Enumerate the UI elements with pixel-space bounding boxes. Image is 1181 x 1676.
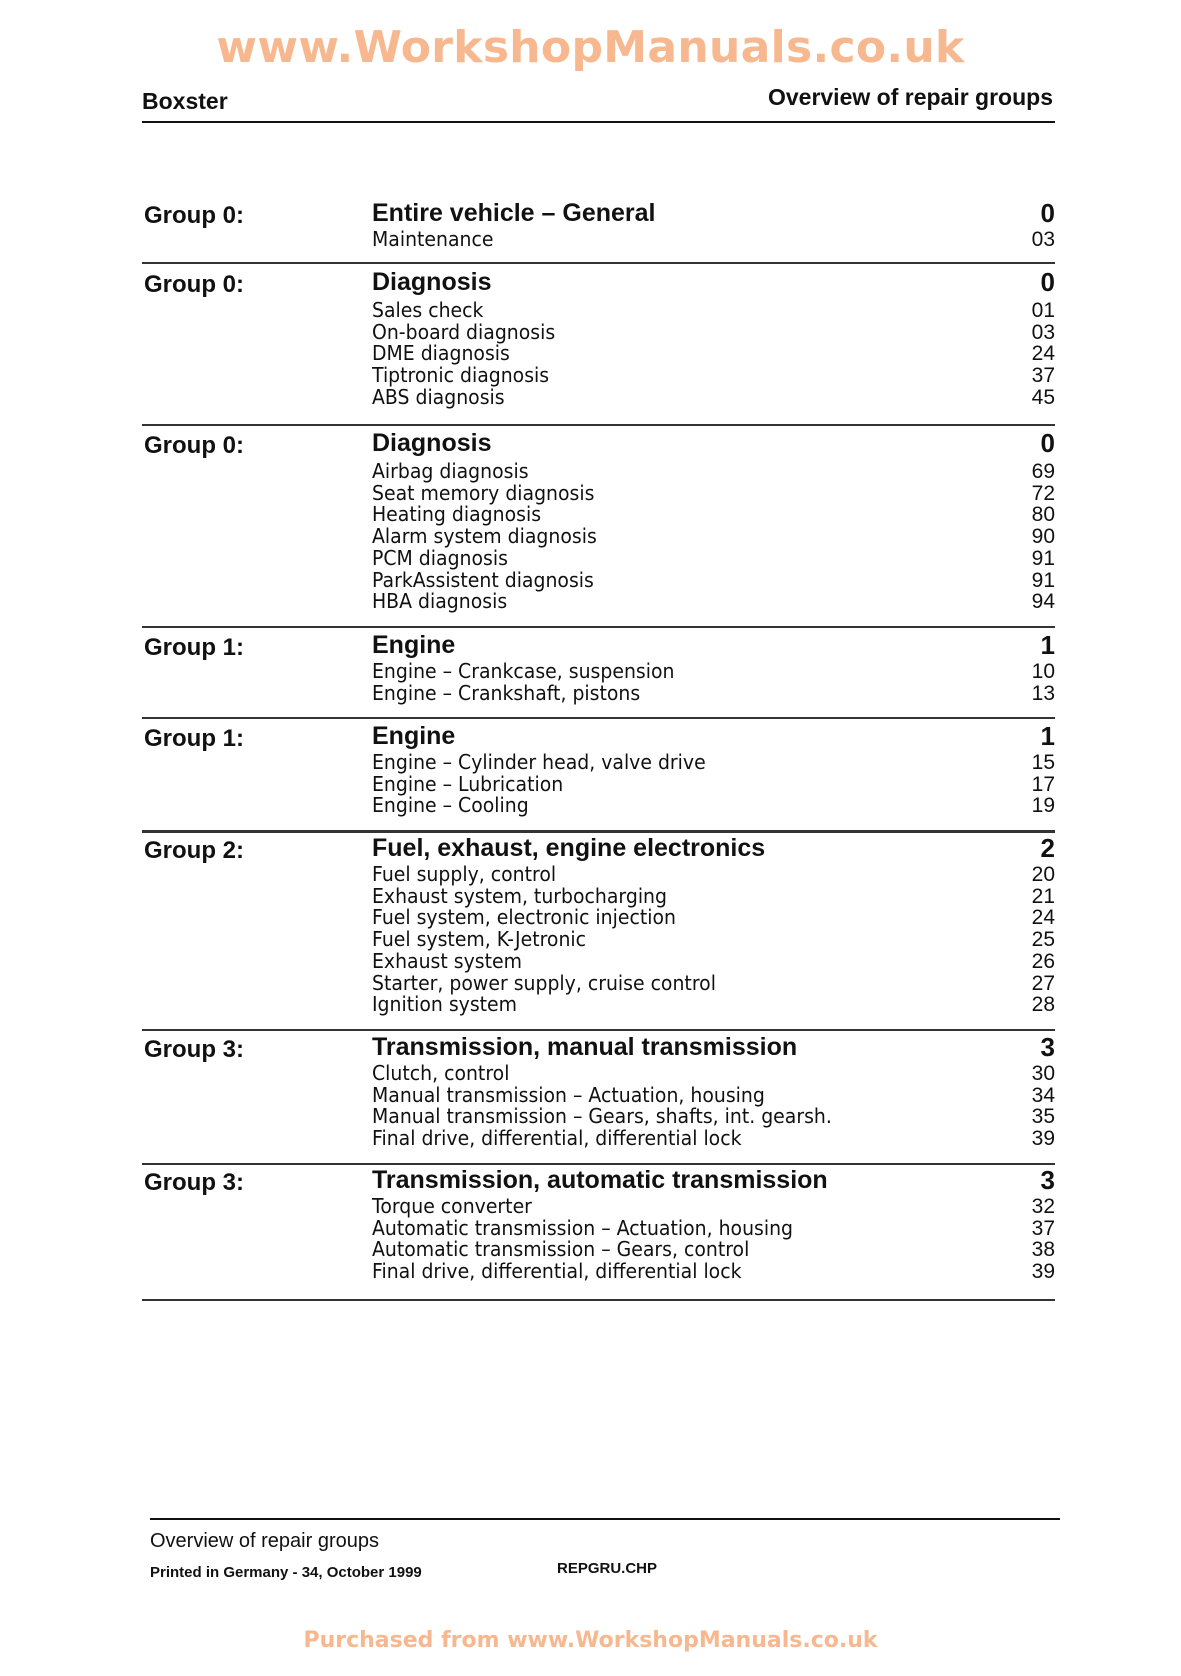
- watermark-bottom: Purchased from www.WorkshopManuals.co.uk: [303, 1628, 878, 1653]
- group-item: Final drive, differential, differential lock: [372, 1126, 742, 1151]
- group-item: Manual transmission – Gears, shafts, int. gearsh.: [372, 1104, 832, 1129]
- item-code: 39: [1031, 1127, 1055, 1151]
- group-content: [372, 1032, 872, 1150]
- repair-group: [142, 1165, 1055, 1300]
- group-item: Clutch, control: [372, 1061, 510, 1085]
- group-item: PCM diagnosis: [372, 545, 508, 570]
- item-code: 32: [1031, 1195, 1055, 1218]
- group-content: [372, 721, 735, 817]
- group-numbers: [1032, 630, 1055, 704]
- footer-title: Overview of repair groups: [150, 1530, 379, 1552]
- group-label: Group 1:: [144, 725, 244, 752]
- group-number: 1: [1040, 630, 1055, 660]
- group-item: Tiptronic diagnosis: [372, 363, 550, 388]
- group-number: 2: [1040, 833, 1055, 863]
- item-code: 17: [1031, 772, 1055, 796]
- group-item: ABS diagnosis: [372, 384, 505, 409]
- repair-group: [142, 1032, 1055, 1164]
- group-divider: [142, 424, 1055, 426]
- group-content: [372, 833, 765, 1016]
- item-code: 45: [1031, 385, 1055, 409]
- item-code: 80: [1031, 503, 1055, 527]
- group-item: Sales check: [372, 298, 484, 322]
- group-numbers: [1032, 428, 1055, 613]
- group-content: [372, 428, 616, 613]
- group-item: Exhaust system: [372, 948, 522, 973]
- group-item: Automatic transmission – Gears, control: [372, 1237, 750, 1262]
- group-label: Group 0:: [144, 432, 244, 459]
- group-item: Alarm system diagnosis: [372, 524, 597, 549]
- group-divider: [142, 717, 1055, 719]
- item-code: 10: [1031, 660, 1055, 683]
- group-item: Engine – Cylinder head, valve drive: [372, 750, 706, 774]
- group-numbers: [1032, 1165, 1055, 1283]
- item-code: 39: [1031, 1260, 1055, 1284]
- group-numbers: [1032, 198, 1055, 251]
- group-item: Torque converter: [372, 1194, 532, 1218]
- item-code: 91: [1031, 546, 1055, 570]
- group-divider: [142, 1029, 1055, 1031]
- group-item: Airbag diagnosis: [372, 459, 529, 483]
- group-item: Engine – Lubrication: [372, 771, 564, 796]
- item-code: 27: [1031, 971, 1055, 995]
- print-info: Printed in Germany - 34, October 1999: [150, 1564, 422, 1581]
- watermark-top: www.WorkshopManuals.co.uk: [216, 22, 965, 73]
- repair-group: [142, 428, 1055, 628]
- group-label: Group 1:: [144, 634, 244, 661]
- item-code: 30: [1031, 1062, 1055, 1085]
- group-divider: [142, 262, 1055, 264]
- group-item: Fuel supply, control: [372, 862, 557, 886]
- group-divider: [142, 626, 1055, 628]
- group-item: Manual transmission – Actuation, housing: [372, 1082, 765, 1107]
- item-code: 91: [1031, 568, 1055, 592]
- file-name: REPGRU.CHP: [557, 1560, 658, 1577]
- item-code: 20: [1031, 863, 1055, 886]
- group-item: Starter, power supply, cruise control: [372, 970, 716, 995]
- repair-group: [142, 630, 1055, 720]
- group-item: HBA diagnosis: [372, 589, 508, 614]
- group-label: Group 0:: [144, 271, 244, 298]
- group-content: [372, 267, 571, 409]
- item-code: 03: [1031, 228, 1055, 251]
- group-content: [372, 1165, 830, 1283]
- group-numbers: [1032, 1032, 1055, 1150]
- item-code: 25: [1031, 928, 1055, 952]
- group-label: Group 3:: [144, 1036, 244, 1063]
- item-code: 94: [1031, 590, 1055, 614]
- repair-group: [142, 267, 1055, 427]
- item-code: 15: [1031, 751, 1055, 774]
- repair-group: [142, 833, 1055, 1031]
- group-item: ParkAssistent diagnosis: [372, 567, 594, 592]
- item-code: 69: [1031, 460, 1055, 483]
- group-numbers: [1032, 267, 1055, 409]
- group-title: Transmission, automatic transmission: [372, 1166, 828, 1194]
- item-code: 37: [1031, 1216, 1055, 1240]
- group-label: Group 3:: [144, 1169, 244, 1196]
- item-code: 38: [1031, 1238, 1055, 1262]
- group-number: 1: [1040, 721, 1055, 751]
- group-item: Engine – Crankshaft, pistons: [372, 680, 641, 705]
- group-title: Fuel, exhaust, engine electronics: [372, 834, 766, 862]
- group-item: Engine – Crankcase, suspension: [372, 659, 675, 683]
- item-code: 72: [1031, 481, 1055, 505]
- group-item: Fuel system, K-Jetronic: [372, 927, 587, 952]
- footer-divider: [150, 1518, 1060, 1520]
- item-code: 26: [1031, 949, 1055, 973]
- group-item: Fuel system, electronic injection: [372, 905, 676, 930]
- group-title: Engine: [372, 631, 456, 659]
- group-item: Final drive, differential, differential lock: [372, 1259, 742, 1284]
- group-title: Engine: [372, 722, 456, 750]
- group-item: Engine – Cooling: [372, 793, 529, 818]
- group-number: 0: [1040, 198, 1055, 228]
- repair-group: [142, 721, 1055, 833]
- group-content: [372, 630, 701, 704]
- group-title: Diagnosis: [372, 429, 492, 457]
- repair-group: [142, 198, 1055, 263]
- group-divider: [142, 1299, 1055, 1301]
- header-divider: [142, 121, 1055, 123]
- group-numbers: [1032, 721, 1055, 817]
- group-item: DME diagnosis: [372, 341, 510, 366]
- group-item: On-board diagnosis: [372, 319, 556, 344]
- item-code: 35: [1031, 1105, 1055, 1129]
- item-code: 19: [1031, 794, 1055, 818]
- item-code: 90: [1031, 525, 1055, 549]
- group-number: 0: [1040, 428, 1055, 458]
- group-item: Maintenance: [372, 227, 494, 251]
- group-numbers: [1032, 833, 1055, 1016]
- item-code: 24: [1031, 906, 1055, 930]
- group-item: Exhaust system, turbocharging: [372, 883, 667, 908]
- group-label: Group 0:: [144, 202, 244, 229]
- item-code: 03: [1031, 320, 1055, 344]
- group-number: 3: [1040, 1032, 1055, 1062]
- item-code: 37: [1031, 364, 1055, 388]
- page-title: Overview of repair groups: [767, 84, 1053, 110]
- group-item: Ignition system: [372, 992, 518, 1017]
- group-title: Transmission, manual transmission: [372, 1033, 798, 1061]
- group-title: Entire vehicle – General: [372, 199, 656, 227]
- group-number: 3: [1040, 1165, 1055, 1195]
- item-code: 13: [1031, 681, 1055, 705]
- group-item: Seat memory diagnosis: [372, 480, 595, 505]
- group-number: 0: [1040, 267, 1055, 297]
- group-item: Automatic transmission – Actuation, housing: [372, 1215, 794, 1240]
- group-item: Heating diagnosis: [372, 502, 542, 527]
- item-code: 34: [1031, 1083, 1055, 1107]
- item-code: 01: [1031, 299, 1055, 322]
- item-code: 24: [1031, 342, 1055, 366]
- group-label: Group 2:: [144, 837, 244, 864]
- model-name: Boxster: [142, 88, 228, 114]
- group-content: [372, 198, 655, 251]
- item-code: 21: [1031, 884, 1055, 908]
- group-title: Diagnosis: [372, 268, 492, 296]
- item-code: 28: [1031, 993, 1055, 1017]
